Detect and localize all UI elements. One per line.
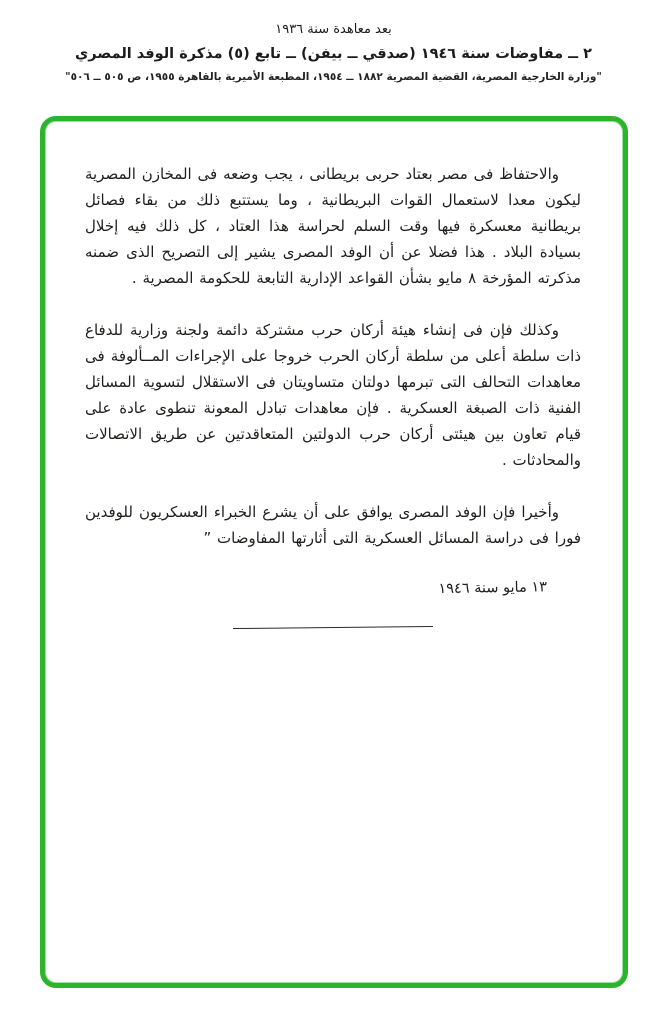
- page-header: [0, 22, 667, 83]
- body-paragraph-1: والاحتفاظ فى مصر بعتاد حربى بريطانى ، يجب وضعه فى المخازن المصرية ليكون معدا لاستعمال القوات البريطانية ، وما يستتبع ذلك من بقاء فصائل بريطانية معسكرة فيها وقت السلم لحراسة هذا العتاد ، كل ذلك فيه إخلال بسيادة البلاد . هذا فضلا عن أن الوفد المصرى يشير إلى التصريح الذى ضمنه مذكرته المؤرخة ٨ مايو بشأن القواعد الإدارية التابعة للحكومة المصرية .: [85, 165, 581, 287]
- body-paragraph-2: وكذلك فإن فى إنشاء هيئة أركان حرب مشتركة دائمة ولجنة وزارية للدفاع ذات سلطة أعلى من سلطة أركان الحرب خروجا على الإجراءات المــألوفة فى معاهدات التحالف التى تبرمها دولتان متساويتان فى الاستقلال لتسوية المسائل الفنية ذات الصبغة العسكرية . فإن معاهدات تبادل المعونة تنطوى عادة على قيام تعاون بين هيئتى أركان حرب الدولتين المتعاقدتين عن طريق الاتصالات والمحادثات .: [85, 321, 581, 469]
- header-treaty-title: بعد معاهدة سنة ١٩٣٦: [275, 22, 392, 37]
- document-frame: [40, 116, 628, 988]
- header-negotiations-title: ٢ ــ مفاوضات سنة ١٩٤٦ (صدقي ــ بيفن) ــ تابع (٥) مذكرة الوفد المصري: [75, 46, 592, 62]
- header-source-citation: "وزارة الخارجية المصرية، القضية المصرية ١٨٨٢ ــ ١٩٥٤، المطبعة الأميرية بالقاهرة ١٩٥٥، ص ٥٠٥ ــ ٥٠٦": [65, 71, 602, 83]
- body-paragraph-3: وأخيرا فإن الوفد المصرى يوافق على أن يشرع الخبراء العسكريون للوفدين فورا فى دراسة المسائل العسكرية التى أثارتها المفاوضات ”: [85, 503, 581, 547]
- signature-divider-line: [233, 626, 433, 629]
- date-line: ١٣ مايو سنة ١٩٤٦: [438, 579, 548, 598]
- document-body: [85, 161, 581, 628]
